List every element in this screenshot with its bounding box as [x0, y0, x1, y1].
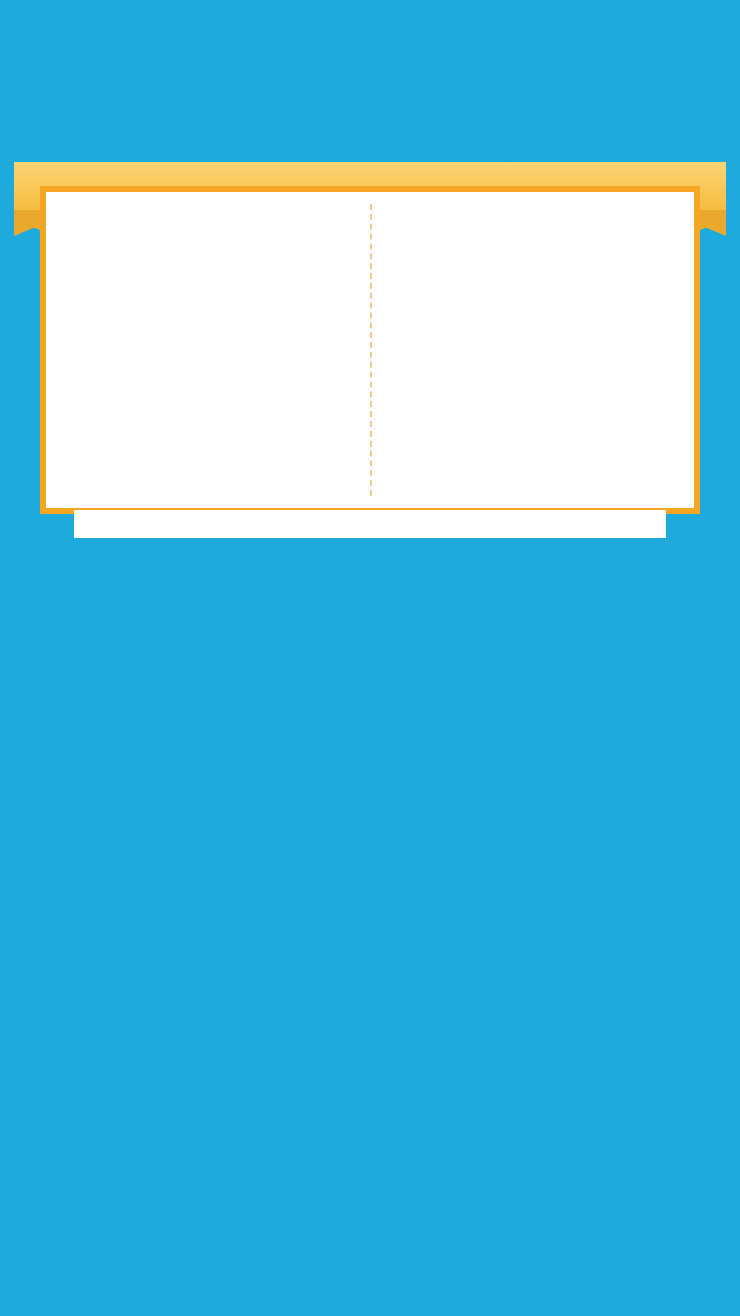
- top10-column-divider: [370, 204, 372, 496]
- page-title-line1: [0, 32, 740, 77]
- rank-list-card: [74, 510, 666, 538]
- top10-card: [40, 186, 700, 514]
- page-header: [0, 0, 740, 160]
- top10-grid: [56, 200, 684, 500]
